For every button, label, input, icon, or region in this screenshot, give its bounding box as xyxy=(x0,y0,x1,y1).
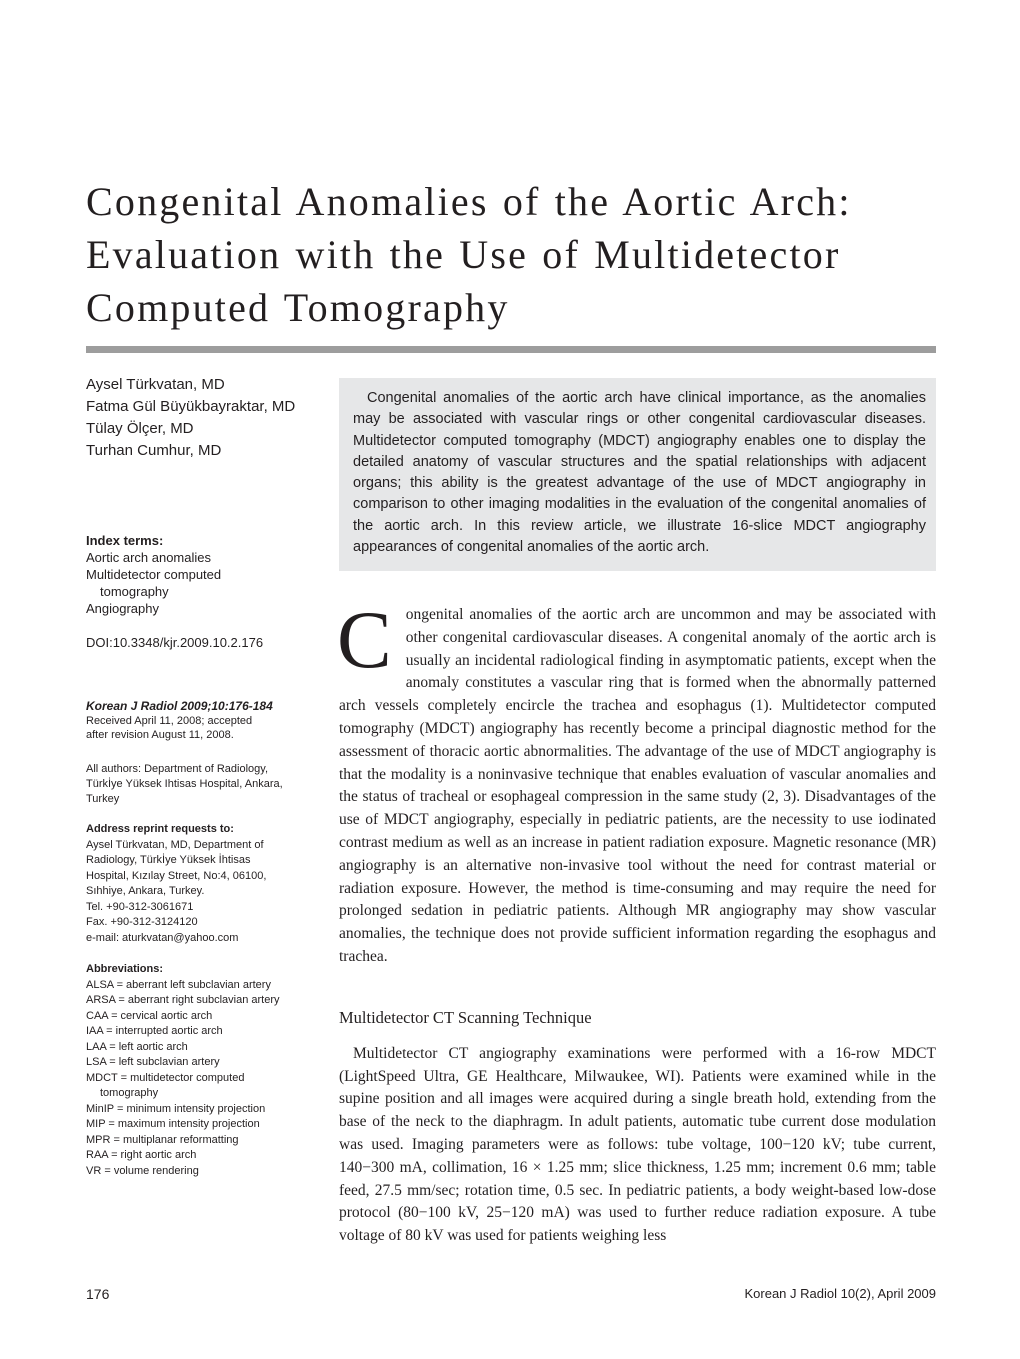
revised-date: after revision August 11, 2008. xyxy=(86,729,234,741)
abstract-text: Congenital anomalies of the aortic arch have clinical importance, as the anomalies may be associated with vascular rings or other congenital cardiovascular diseases. Multidetector computed tomography (MDCT) angiography enables one to display the detailed anatomy of vascular structures and the spatial relationships with adjacent organs; this ability is the greatest advantage of the use of MDCT angiography in comparison to other imaging modalities in the evaluation of the congenital anomalies of the aortic arch. In this review article, we illustrate 16-slice MDCT angiography appearances of congenital anomalies of the aortic arch. xyxy=(353,390,926,556)
reprint-line: Tel. +90-312-3061671 xyxy=(86,900,194,913)
journal-footer: Korean J Radiol 10(2), April 2009 xyxy=(744,1286,936,1301)
index-term: Angiography xyxy=(86,601,159,616)
abbreviation-item: ARSA = aberrant right subclavian artery xyxy=(86,994,280,1006)
affiliation-line: Turkey xyxy=(86,793,120,805)
reprint-label: Address reprint requests to: xyxy=(86,823,234,835)
abbreviation-item: MDCT = multidetector computed xyxy=(86,1071,245,1084)
reprint-line: Aysel Türkvatan, MD, Department of xyxy=(86,838,264,851)
index-term: Multidetector computed xyxy=(86,567,222,582)
reprint-email: e-mail: aturkvatan@yahoo.com xyxy=(86,931,239,944)
abbreviation-item: VR = volume rendering xyxy=(86,1164,199,1177)
abbreviations xyxy=(86,962,326,1179)
article-title: Congenital Anomalies of the Aortic Arch: Evaluation with the Use of Multidetector Computed Tomography xyxy=(86,179,852,330)
section-paragraph: Multidetector CT angiography examinations were performed with a 16-row MDCT (LightSpeed Ultra, GE Healthcare, Milwaukee, WI). Patients were examined while in the supine position and all images were acquired during a single breath hold, extending from the base of the neck to the diaphragm. In adult patients, automatic tube current dose modulation was used. Imaging parameters were as follows: tube voltage, 100−120 kV; tube current, 140−300 mA, collimation, 16 × 1.25 mm; slice thickness, 1.25 mm; increment 0.6 mm; table feed, 27.5 mm/sec; rotation time, 0.5 sec. In pediatric patients, a body weight-based low-dose protocol (80−100 kV, 25−120 mA) was used to further reduce radiation exposure. A tube voltage of 80 kV was used for patients weighing less xyxy=(339,1044,936,1245)
abbreviation-item: CAA = cervical aortic arch xyxy=(86,1009,213,1022)
abbreviation-item: MPR = multiplanar reformatting xyxy=(86,1133,239,1146)
reprint-line: Radiology, Türkİye Yüksek İhtisas xyxy=(86,854,251,866)
abbreviation-item: LSA = left subclavian artery xyxy=(86,1056,220,1068)
abbreviation-item: IAA = interrupted aortic arch xyxy=(86,1025,223,1037)
author-name: Turhan Cumhur, MD xyxy=(86,442,222,459)
journal-citation: Korean J Radiol 2009;10:176-184 xyxy=(86,699,273,713)
title-divider xyxy=(86,346,936,353)
reprint-line: Sıhhiye, Ankara, Turkey. xyxy=(86,885,205,897)
affiliation-line: All authors: Department of Radiology, xyxy=(86,763,268,775)
intro-paragraph xyxy=(337,594,936,969)
abbreviation-item: MIP = maximum intensity projection xyxy=(86,1118,260,1130)
abbreviation-item: RAA = right aortic arch xyxy=(86,1149,197,1161)
abbreviation-item: ALSA = aberrant left subclavian artery xyxy=(86,978,271,991)
reprint-line: Fax. +90-312-3124120 xyxy=(86,916,198,928)
author-name: Tülay Ölçer, MD xyxy=(86,420,194,437)
citation-block xyxy=(86,698,326,742)
author-name: Fatma Gül Büyükbayraktar, MD xyxy=(86,398,296,415)
affiliation-line: Türkİye Yüksek Ihtisas Hospital, Ankara, xyxy=(86,778,283,790)
abbreviation-item: LAA = left aortic arch xyxy=(86,1040,188,1053)
abbreviation-item: MinIP = minimum intensity projection xyxy=(86,1102,266,1115)
section-heading: Multidetector CT Scanning Technique xyxy=(339,1007,592,1027)
article-sidebar xyxy=(86,374,326,1177)
index-terms xyxy=(86,532,326,617)
intro-text: ongenital anomalies of the aortic arch are uncommon and may be associated with other congenital cardiovascular diseases. A congenital anomaly of the aortic arch is usually an incidental radiological finding in asymptomatic patients, except when the anomaly constitutes a vascular ring that is formed when the abnormally patterned arch vessels completely encircle the trachea and esophagus (1). Multidetector computed tomography (MDCT) angiography has recently become a principal diagnostic method for the assessment of thoracic aortic abnormalities. The advantage of the use of MDCT angiography is that the modality is a noninvasive technique that enables evaluation of vascular anomalies and the status of tracheal or esophageal compression in the same study (2, 3). Disadvantages of the use of MDCT angiography, especially in pediatric patients, are the necessity to use iodinated contrast medium as well as an increase in patient radiation exposure. Magnetic resonance (MR) angiography is an alternative non-invasive tool without the need for contrast material or radiation exposure. However, the method is time-consuming and may require the need for prolonged sedation in pediatric patients. Although MR angiography may show vascular anomalies, the technique does not provide sufficient information regarding the esophagus and trachea. xyxy=(339,606,936,965)
author-name: Aysel Türkvatan, MD xyxy=(86,376,225,393)
affiliation xyxy=(86,762,316,807)
reprint-line: Hospital, Kızılay Street, No:4, 06100, xyxy=(86,869,267,882)
index-term: tomography xyxy=(100,584,169,599)
doi: DOI:10.3348/kjr.2009.10.2.176 xyxy=(86,635,264,650)
abstract-box xyxy=(339,378,936,571)
abbreviation-item: tomography xyxy=(100,1087,159,1099)
received-date: Received April 11, 2008; accepted xyxy=(86,715,253,727)
article-body xyxy=(337,594,936,1248)
index-term: Aortic arch anomalies xyxy=(86,550,211,565)
reprint-address xyxy=(86,822,316,946)
abbreviations-label: Abbreviations: xyxy=(86,963,164,975)
author-list xyxy=(86,374,326,462)
drop-cap: C xyxy=(337,594,392,685)
index-terms-label: Index terms: xyxy=(86,533,164,548)
page-number: 176 xyxy=(86,1286,110,1302)
